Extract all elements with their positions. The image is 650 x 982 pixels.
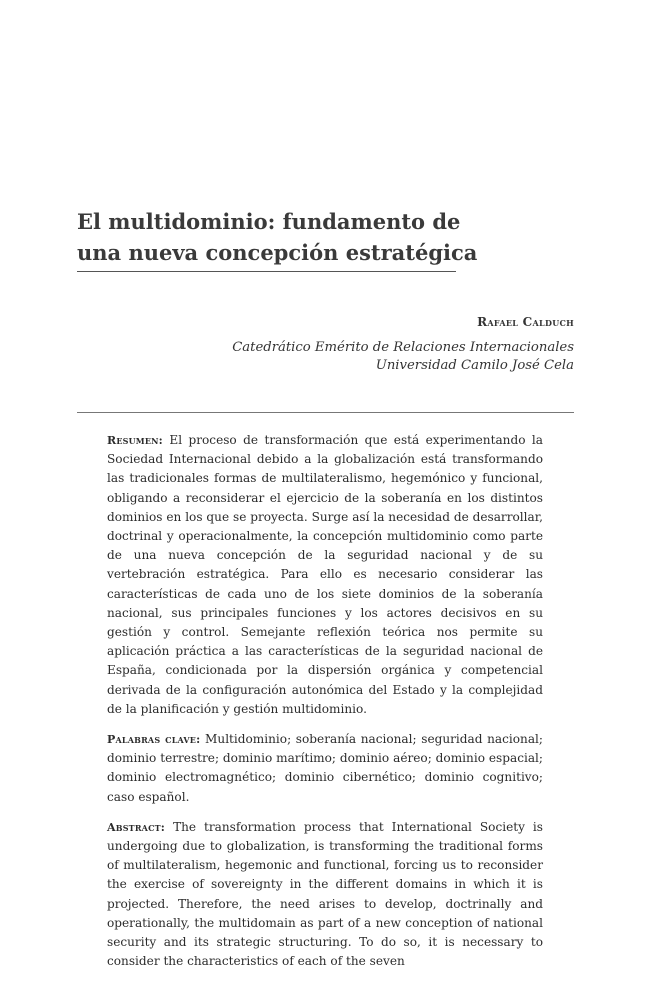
palabras-clave-paragraph bbox=[107, 730, 543, 807]
palabras-clave-text: Multidominio; soberanía nacional; seguridad nacional; dominio terrestre; dominio marítimo; dominio aéreo; dominio espacial; dominio electromagnético; dominio cibernético; dominio cognitivo; caso español. bbox=[107, 732, 543, 804]
author-institution: Universidad Camilo José Cela bbox=[375, 358, 574, 373]
article-title-line-2: una nueva concepción estratégica bbox=[77, 240, 478, 265]
author-name: Rafael Calduch bbox=[477, 315, 574, 329]
resumen-label: Resumen: bbox=[107, 434, 163, 447]
article-title-line-1: El multidominio: fundamento de bbox=[77, 209, 461, 234]
resumen-paragraph bbox=[107, 431, 543, 719]
author-block bbox=[232, 315, 574, 375]
abstract-section bbox=[107, 431, 543, 982]
resumen-text: El proceso de transformación que está experimentando la Sociedad Internacional debido a la globalización está transformando las tradicionales formas de multilateralismo, hegemónico y funcional, obligando a reconsiderar el ejercicio de la soberanía en los distintos dominios en los que se proyecta. Surge así la necesidad de desarrollar, doctrinal y operacionalmente, la concepción multidominio como parte de una nueva concepción de la seguridad nacional y de su vertebración estratégica. Para ello es necesario considerar las características de cada uno de los siete dominios de la soberanía nacional, sus principales funciones y los actores decisivos en su gestión y control. Semejante reflexión teórica nos permite su aplicación práctica a las características de la seguridad nacional de España, condicionada por la dispersión orgánica y competencial derivada de la configuración autonómica del Estado y la complejidad de la planificación y gestión multidominio. bbox=[107, 433, 543, 716]
section-divider-rule bbox=[77, 412, 574, 413]
palabras-clave-label: Palabras clave: bbox=[107, 733, 201, 747]
abstract-text: The transformation process that International Society is undergoing due to globalization, is transforming the traditional forms of multilateralism, hegemonic and functional, forcing us to reconsider the exercise of sovereignty in the different domains in which it is projected. Therefore, the need arises to develop, doctrinally and operationally, the multidomain as part of a new conception of national security and its strategic structuring. To do so, it is necessary to consider the characteristics of each of the seven bbox=[107, 819, 543, 969]
abstract-paragraph bbox=[107, 818, 543, 972]
article-title bbox=[77, 206, 497, 268]
title-underline-rule bbox=[77, 271, 456, 272]
abstract-label: Abstract: bbox=[107, 820, 166, 834]
author-position: Catedrático Emérito de Relaciones Internacionales bbox=[232, 340, 574, 355]
